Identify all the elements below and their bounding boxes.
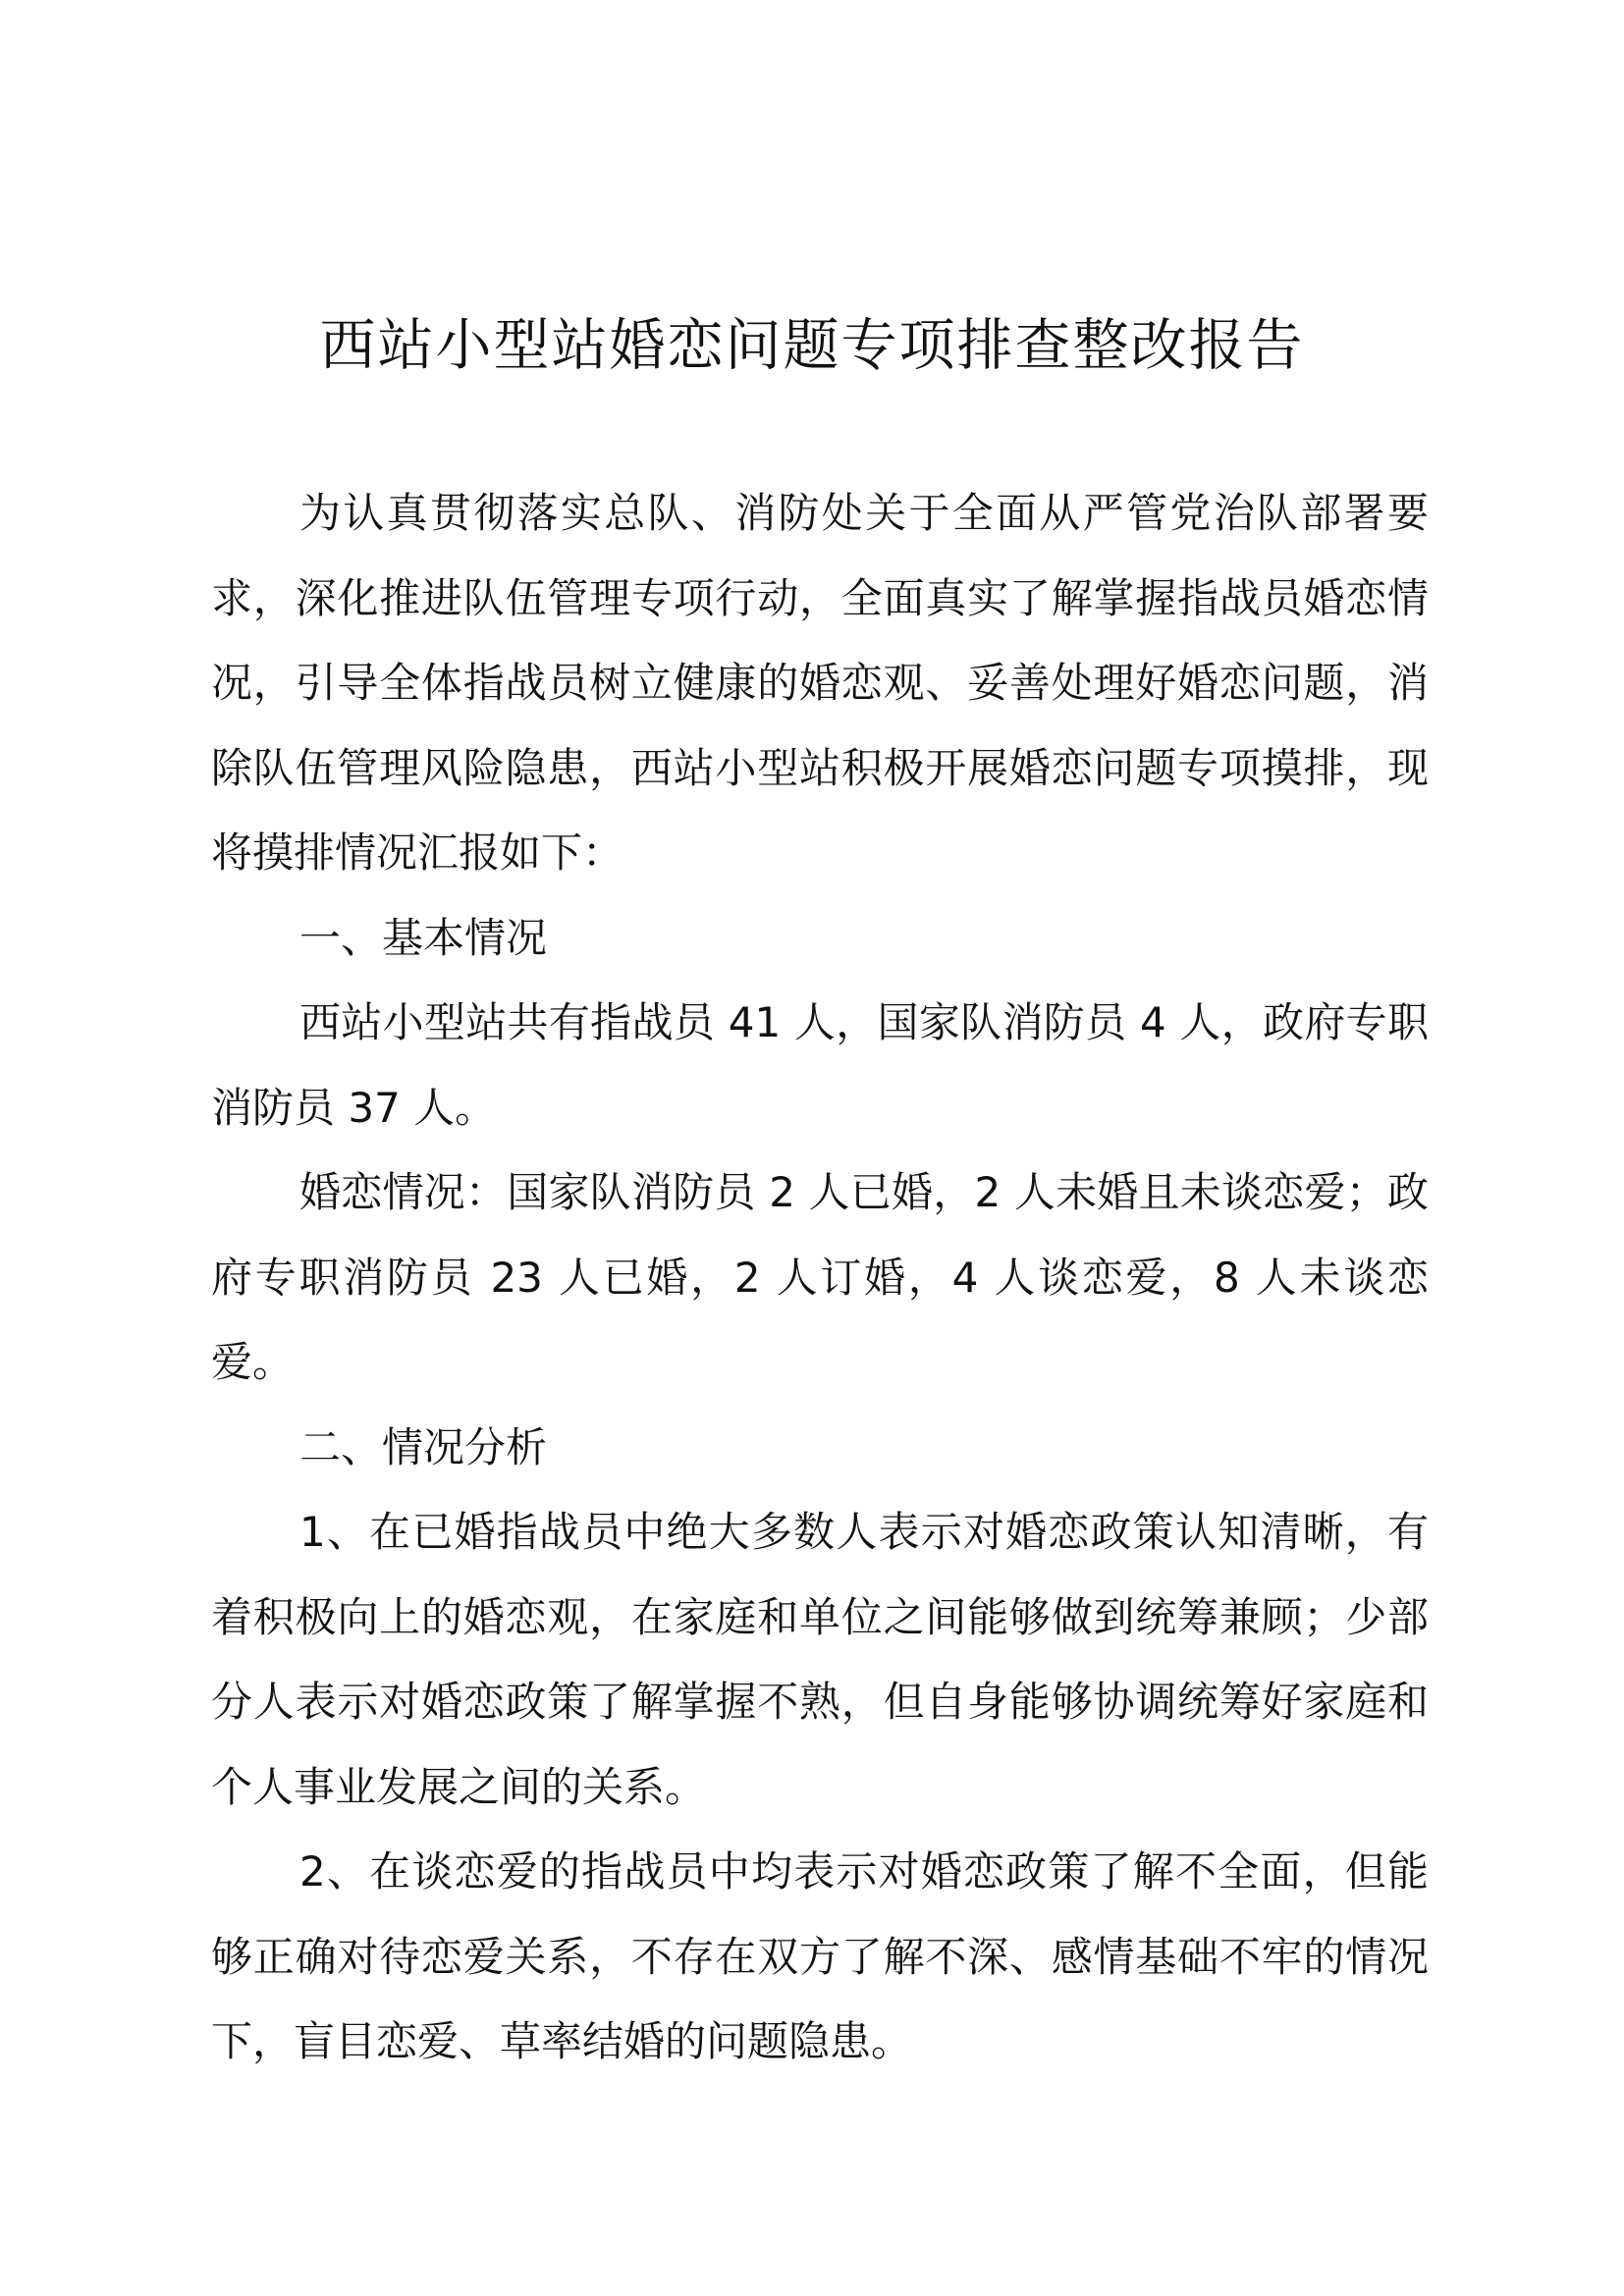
analysis-point-married: 1、在已婚指战员中绝大多数人表示对婚恋政策认知清晰，有着积极向上的婚恋观，在家庭和单位之间能够做到统筹兼顾；少部分人表示对婚恋政策了解掌握不熟，但自身能够协调统筹好家庭和个人事业发展之间的关系。 <box>211 1508 1429 1811</box>
section-heading-analysis: 二、情况分析 <box>299 1422 548 1471</box>
document-title: 西站小型站婚恋问题专项排查整改报告 <box>319 313 1305 378</box>
document-body <box>211 471 1429 2085</box>
marital-status-paragraph: 婚恋情况：国家队消防员 2 人已婚，2 人未婚且未谈恋爱；政府专职消防员 23 人已婚，2 人订婚，4 人谈恋爱，8 人未谈恋爱。 <box>211 1168 1429 1386</box>
section-heading-basic-situation: 一、基本情况 <box>299 913 548 962</box>
staff-count-paragraph: 西站小型站共有指战员 41 人，国家队消防员 4 人，政府专职消防员 37 人。 <box>211 998 1429 1132</box>
intro-paragraph: 为认真贯彻落实总队、消防处关于全面从严管党治队部署要求，深化推进队伍管理专项行动，全面真实了解掌握指战员婚恋情况，引导全体指战员树立健康的婚恋观、妥善处理好婚恋问题，消除队伍管理风险隐患，西站小型站积极开展婚恋问题专项摸排，现将摸排情况汇报如下： <box>211 489 1429 877</box>
analysis-point-dating: 2、在谈恋爱的指战员中均表示对婚恋政策了解不全面，但能够正确对待恋爱关系，不存在双方了解不深、感情基础不牢的情况下，盲目恋爱、草率结婚的问题隐患。 <box>211 1847 1429 2065</box>
